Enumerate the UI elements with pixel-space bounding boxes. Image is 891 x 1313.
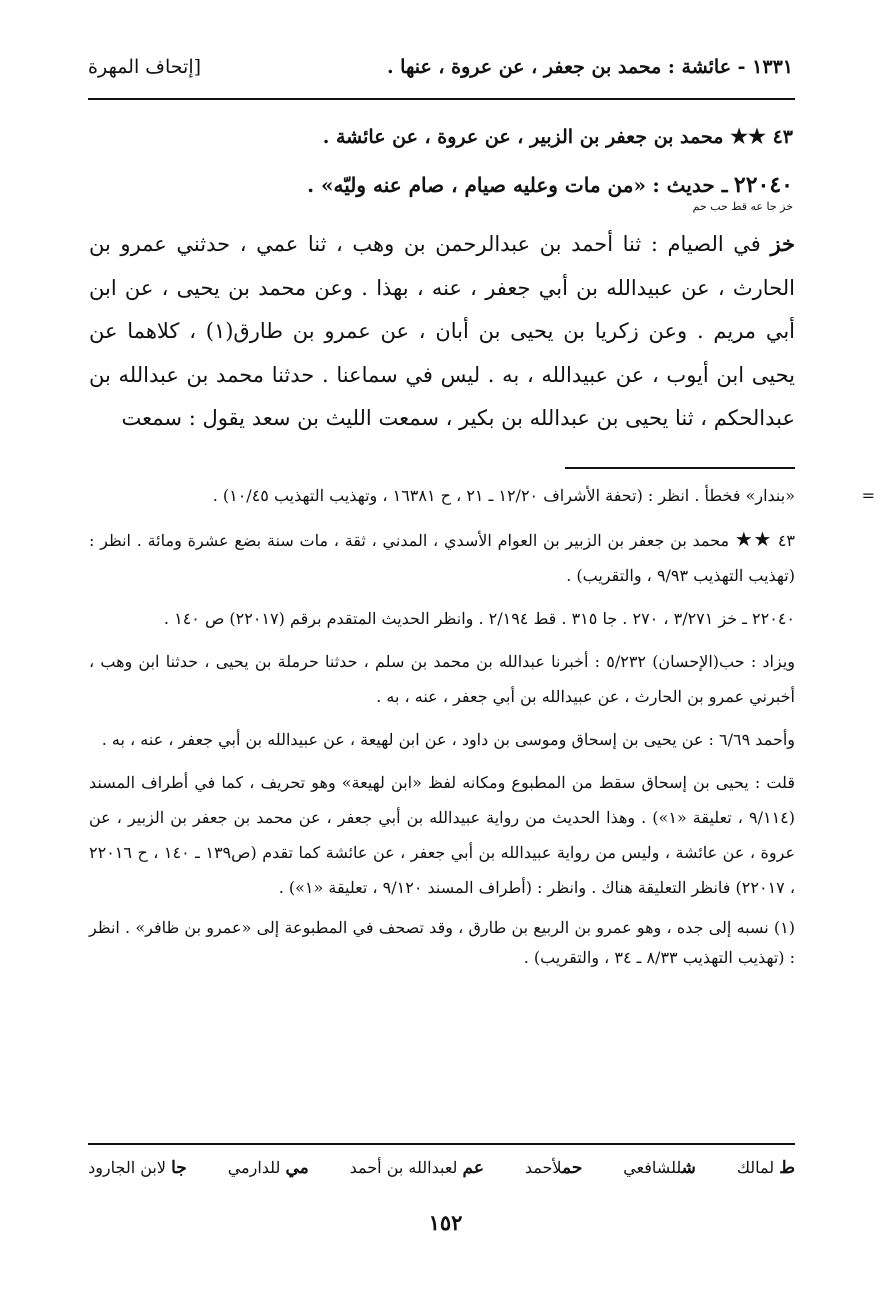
hadith-label: ـ حديث : xyxy=(652,173,728,197)
note-addition: ويزاد : حب(الإحسان) ٥/٢٣٢ : أخبرنا عبدالله بن محمد بن سلم ، حدثنا حرملة بن يحيى ، حدثنا ابن وهب ، أخبرني عمرو بن الحارث ، عن عبيدالله بن أبي جعفر ، عنه ، به . xyxy=(89,652,795,706)
abbr-abdullah: عم لعبدالله بن أحمد xyxy=(349,1158,484,1178)
running-head-book: [إتحاف المهرة xyxy=(88,56,202,78)
note-narrator xyxy=(89,522,795,593)
narrator-chain: محمد بن جعفر بن الزبير ، عن عروة ، عن عائشة . xyxy=(322,126,724,148)
abbr-malik: ط لمالك xyxy=(736,1158,795,1178)
continuation-mark: = xyxy=(861,486,875,505)
note-continuation xyxy=(89,484,875,508)
notes-section xyxy=(89,484,875,981)
abbr-darimi: مي للدارمي xyxy=(227,1158,309,1178)
notes-rule xyxy=(88,1143,795,1145)
note-narrator-text: محمد بن جعفر بن الزبير بن العوام الأسدي ، المدني ، ثقة ، مات سنة بضع عشرة ومائة . انظر : (تهذيب التهذيب ٩/٩٣ ، والتقريب) . xyxy=(89,531,795,585)
narrator-stars: ★★ xyxy=(730,124,766,148)
body-lead: خز xyxy=(770,231,796,256)
note-narrator-stars: ★★ xyxy=(734,527,773,551)
note-ahmad: وأحمد ٦/٦٩ : عن يحيى بن إسحاق وموسى بن داود ، عن ابن لهيعة ، عن عبيدالله بن أبي جعفر ، عنه ، به . xyxy=(101,730,795,749)
note-footnote-1: (١) نسبه إلى جده ، وهو عمرو بن الربيع بن طارق ، وقد تصحف في المطبوعة إلى «عمرو بن ظافر» . انظر : (تهذيب التهذيب ٨/٣٣ ـ ٣٤ ، والتقريب) . xyxy=(89,918,795,967)
hadith-heading xyxy=(93,172,793,198)
note-cont-text: «بندار» فخطأ . انظر : (تحفة الأشراف ١٢/٢٠ ـ ٢١ ، ح ١٦٣٨١ ، وتهذيب التهذيب ١٠/٤٥) . xyxy=(212,486,795,505)
narrator-number: ٤٣ xyxy=(772,126,793,148)
body-text: في الصيام : ثنا أحمد بن عبدالرحمن بن وهب ، ثنا عمي ، حدثني عمرو بن الحارث ، عن عبيدالله بن أبي جعفر ، عنه ، بهذا . وعن محمد بن يحيى ، عن ابن أبي مريم . وعن زكريا بن يحيى بن أبان ، عن عمرو بن طارق(١) ، كلاهما عن يحيى ابن أيوب ، عن عبيدالله ، به . ليس في سماعنا . حدثنا محمد بن عبدالله بن عبدالحكم ، ثنا يحيى بن عبدالله بن بكير ، سمعت الليث بن سعد يقول : سمعت xyxy=(89,232,795,430)
hadith-number: ٢٢٠٤٠ xyxy=(733,172,793,198)
abbreviations-key xyxy=(88,1158,795,1178)
page-number: ١٥٢ xyxy=(428,1210,463,1235)
header-rule xyxy=(88,98,795,100)
note-sources: ٢٢٠٤٠ ـ خز ٣/٢٧١ ، ٢٧٠ . جا ٣١٥ . قط ٢/١٩٤ . وانظر الحديث المتقدم برقم (٢٢٠١٧) ص ١٤٠ . xyxy=(163,609,795,628)
hadith-text: «من مات وعليه صيام ، صام عنه وليّه» . xyxy=(307,173,646,197)
running-head-section: ١٣٣١ - عائشة : محمد بن جعفر ، عن عروة ، عنها . xyxy=(386,56,793,78)
note-narrator-number: ٤٣ xyxy=(777,531,796,550)
narrator-heading xyxy=(93,124,793,148)
note-comment: قلت : يحيى بن إسحاق سقط من المطبوع ومكانه لفظ «ابن لهيعة» وهو تحريف ، كما في أطراف المسند (٩/١١٤ ، تعليقة «١») . وهذا الحديث من رواية عبيدالله بن أبي جعفر ، عن محمد بن جعفر بن الزبير ، عن عروة ، عن عائشة ، وليس من رواية عبيدالله بن أبي جعفر ، عن عائشة كما تقدم (ص١٣٩ ـ ١٤٠ ، ح ٢٢٠١٦ ، ٢٢٠١٧) فانظر التعليقة هناك . وانظر : (أطراف المسند ٩/١٢٠ ، تعليقة «١») . xyxy=(89,773,796,897)
footnote-separator xyxy=(565,467,795,469)
abbr-ibn-jarud: جا لابن الجارود xyxy=(88,1158,187,1178)
hadith-body xyxy=(89,222,795,441)
abbr-ahmad: حملأحمد xyxy=(524,1158,583,1178)
source-sigla: خز جا عه قط حب حم xyxy=(692,200,793,213)
abbr-shafii: شللشافعي xyxy=(623,1158,696,1178)
